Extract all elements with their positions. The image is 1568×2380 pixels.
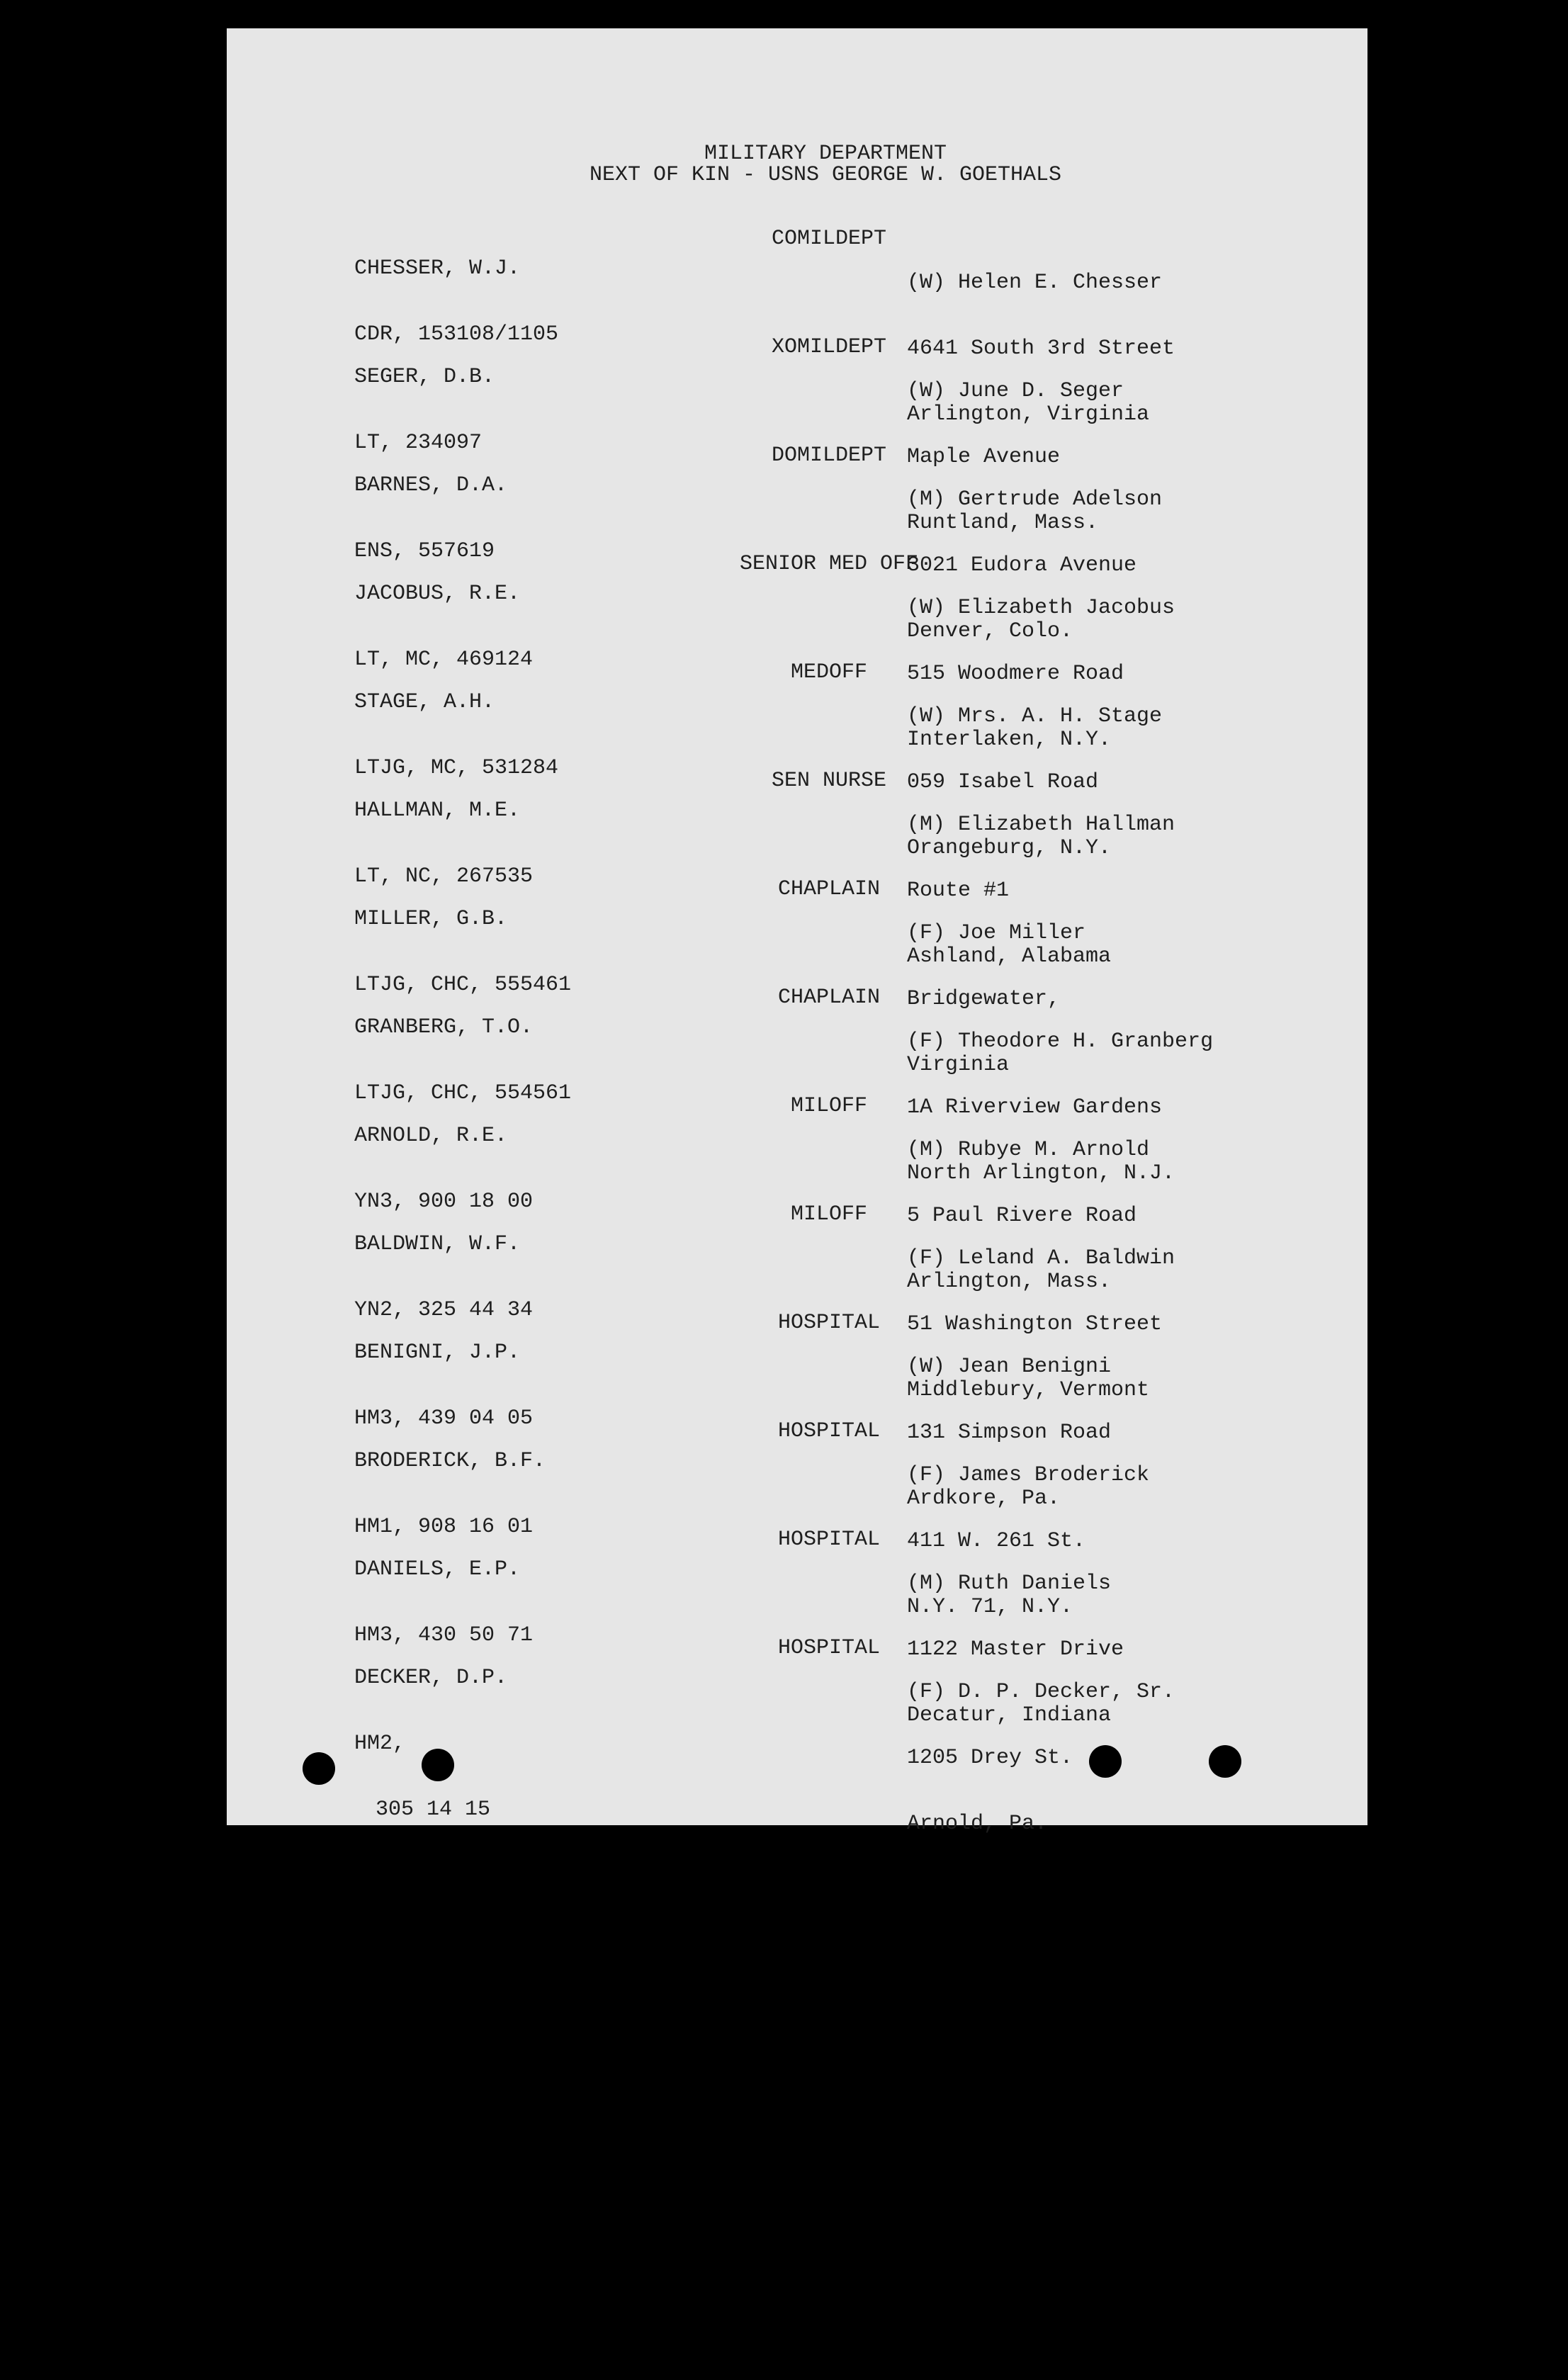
kin-address-line1: 515 Woodmere Road [907,662,1124,686]
entry-rank: LTJG, CHC, 554561 [354,1081,572,1105]
entry-name: MILLER, G.B. [354,907,508,931]
punch-hole [1089,1745,1122,1778]
entry-service-number: 305 14 15 [376,1798,491,1822]
kin-name: (M) Ruth Daniels [907,1572,1112,1596]
kin-address-line2: Ashland, Alabama [907,944,1112,969]
entry-department: MILOFF [790,1202,868,1226]
entry-department: CHAPLAIN [777,986,881,1010]
kin-address-line2: Decatur, Indiana [907,1703,1112,1727]
kin-address-line2: Arnold, Pa. [907,1812,1048,1836]
entry-department: CHAPLAIN [777,877,881,901]
entry-name: BALDWIN, W.F. [354,1232,521,1256]
kin-address-line2: Runtland, Mass. [907,511,1099,535]
entry-name: BRODERICK, B.F. [354,1449,546,1473]
kin-name: (M) Elizabeth Hallman [907,813,1175,837]
entry-name: STAGE, A.H. [354,690,495,714]
entry-department: SEN NURSE [771,769,887,793]
kin-address-line1: 4641 South 3rd Street [907,337,1175,361]
entry-rank: HM3, 430 50 71 [354,1623,534,1647]
kin-name: (W) June D. Seger [907,379,1124,403]
kin-address-line1: 51 Washington Street [907,1312,1163,1336]
entry-name: DANIELS, E.P. [354,1557,521,1581]
entry-rank: LTJG, CHC, 555461 [354,973,572,997]
entry-rank: HM2, [354,1732,406,1756]
kin-address-line1: 5 Paul Rivere Road [907,1204,1137,1228]
kin-name: (F) Theodore H. Granberg [907,1030,1214,1054]
entry-rank: YN2, 325 44 34 [354,1298,534,1322]
entry-name: DECKER, D.P. [354,1666,508,1690]
entry-rank: LT, 234097 [354,431,483,455]
punch-hole [1209,1745,1241,1778]
kin-name: (F) Leland A. Baldwin [907,1246,1175,1270]
entry-rank: LTJG, MC, 531284 [354,756,559,780]
kin-address-line1: 411 W. 261 St. [907,1529,1086,1553]
kin-address-line1: 3021 Eudora Avenue [907,553,1137,577]
entry-department: XOMILDEPT [771,335,887,359]
entry-rank: CDR, 153108/1105 [354,322,559,346]
entry-department: DOMILDEPT [771,444,887,468]
kin-name: (F) Joe Miller [907,921,1086,945]
document-header [227,143,1367,186]
kin-address-line1: 059 Isabel Road [907,770,1099,794]
kin-address-line1: Route #1 [907,879,1010,903]
entry-rank: LT, MC, 469124 [354,648,534,672]
entry-name: SEGER, D.B. [354,365,495,389]
kin-address-line2: Virginia [907,1053,1010,1077]
kin-name: (F) James Broderick [907,1463,1150,1487]
kin-address-line2: Interlaken, N.Y. [907,728,1112,752]
punch-hole [303,1752,335,1785]
kin-name: (W) Helen E. Chesser [907,271,1163,295]
entry-name: HALLMAN, M.E. [354,799,521,823]
entry-name: BARNES, D.A. [354,473,508,497]
kin-address-line2: North Arlington, N.J. [907,1161,1175,1185]
entry-rank: YN3, 900 18 00 [354,1190,534,1214]
entry-department: COMILDEPT [771,227,887,251]
entry-rank: HM1, 908 16 01 [354,1515,534,1539]
kin-address-line1: 1205 Drey St. [907,1746,1073,1770]
entry-name: ARNOLD, R.E. [354,1124,508,1148]
kin-name: (W) Jean Benigni [907,1355,1112,1379]
entry-name: BENIGNI, J.P. [354,1341,521,1365]
kin-address-line1: 1122 Master Drive [907,1637,1124,1662]
entry-department: HOSPITAL [777,1311,881,1335]
entry-department: SENIOR MED OFF [739,552,919,576]
kin-name: (W) Elizabeth Jacobus [907,596,1175,620]
punch-hole [422,1749,454,1781]
document-page [227,28,1367,1836]
entry-rank: ENS, 557619 [354,539,495,563]
kin-address-line2: Orangeburg, N.Y. [907,836,1112,860]
kin-address-line2: Denver, Colo. [907,619,1073,643]
kin-address-line1: 1A Riverview Gardens [907,1095,1163,1119]
kin-name: (M) Gertrude Adelson [907,487,1163,512]
kin-address-line1: 131 Simpson Road [907,1421,1112,1445]
entry-name: CHESSER, W.J. [354,256,521,281]
kin-name: (M) Rubye M. Arnold [907,1138,1150,1162]
kin-address-line1: Maple Avenue [907,445,1061,469]
header-subtitle: NEXT OF KIN - USNS GEORGE W. GOETHALS [589,163,1062,187]
kin-address-line2: Arlington, Virginia [907,402,1150,427]
kin-address-line2: N.Y. 71, N.Y. [907,1595,1073,1619]
kin-name: (W) Mrs. A. H. Stage [907,704,1163,728]
entry-department: MEDOFF [790,660,868,684]
entry-department: HOSPITAL [777,1419,881,1443]
entry-name: JACOBUS, R.E. [354,582,521,606]
entry-rank: LT, NC, 267535 [354,864,534,889]
entry-rank: HM3, 439 04 05 [354,1406,534,1431]
entry-department: HOSPITAL [777,1528,881,1552]
kin-address-line1: Bridgewater, [907,987,1061,1011]
entry-department: MILOFF [790,1094,868,1118]
kin-name: (F) D. P. Decker, Sr. [907,1680,1175,1704]
kin-address-line2: Ardkore, Pa. [907,1487,1061,1511]
kin-address-line2: Middlebury, Vermont [907,1378,1150,1402]
kin-address-line2: Arlington, Mass. [907,1270,1112,1294]
entry-department: HOSPITAL [777,1636,881,1660]
entry-name: GRANBERG, T.O. [354,1015,534,1039]
header-title: MILITARY DEPARTMENT [704,142,947,166]
